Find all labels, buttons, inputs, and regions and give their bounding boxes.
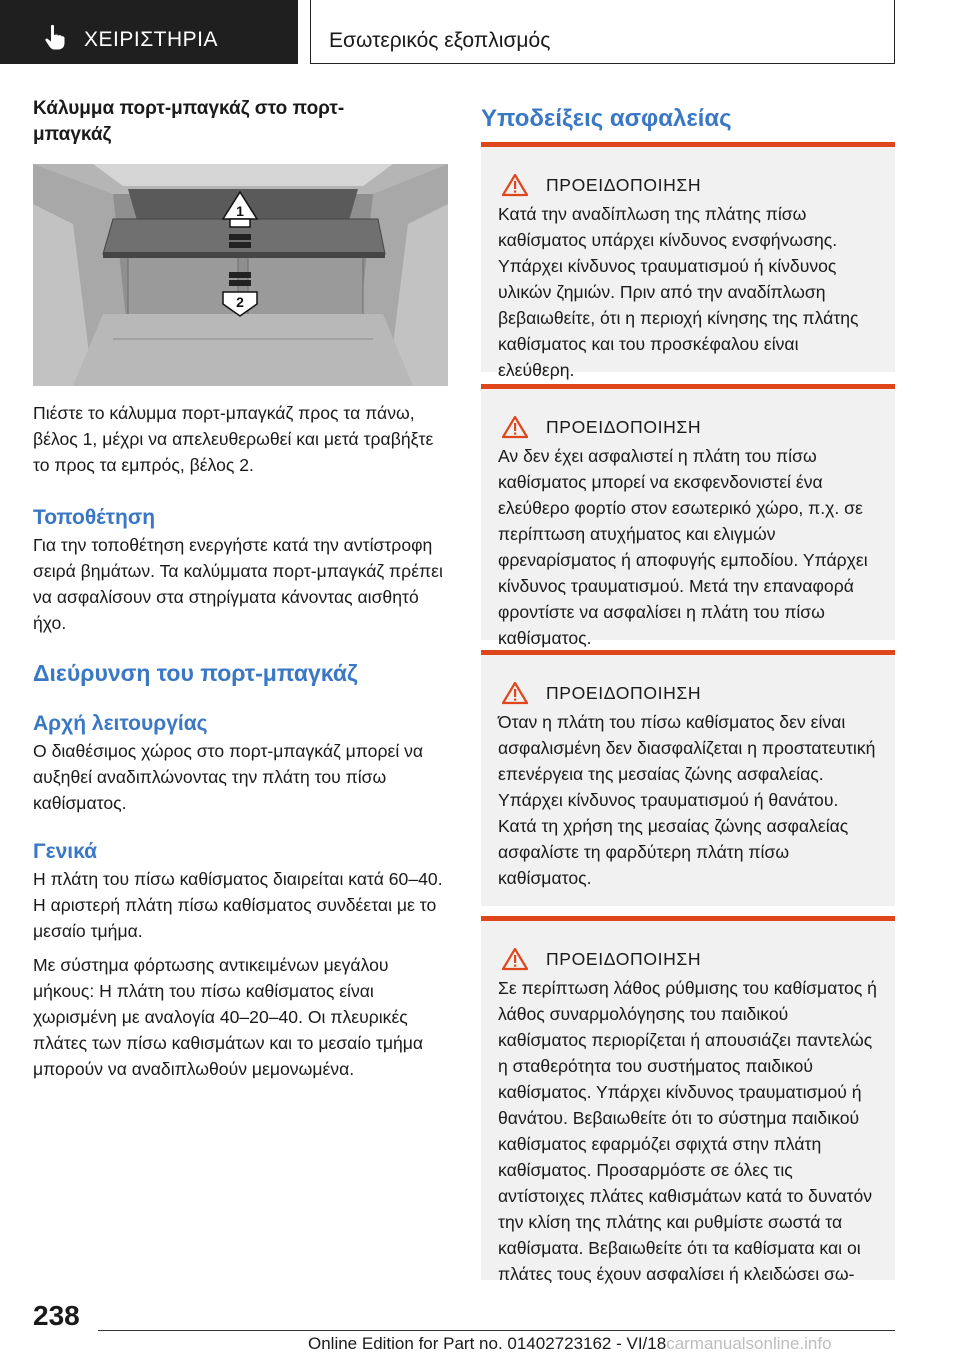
warning-triangle-icon	[502, 681, 528, 705]
hand-pointer-icon	[40, 22, 70, 52]
principle-heading: Αρχή λειτουργίας	[33, 712, 208, 735]
expand-trunk-heading: Διεύρυνση του πορτ-μπαγκάζ	[33, 660, 358, 686]
warning-label: ΠΡΟΕΙΔΟΠΟΙΗΣΗ	[546, 682, 702, 703]
section-tab	[310, 0, 895, 64]
warning-label: ΠΡΟΕΙΔΟΠΟΙΗΣΗ	[546, 416, 702, 437]
luggage-cover-text: Πιέστε το κάλυμμα πορτ-μπαγκάζ προς τα πάνω, βέλος 1, μέχρι να απελευθερωθεί και μετά τραβήξτε το προς τα εμπρός, βέλος 2.	[33, 403, 434, 475]
placement-text: Για την τοποθέτηση ενεργήστε κατά την αντίστροφη σειρά βημάτων. Τα καλύμματα πορτ-μπαγκάζ πρέπει να ασφαλίσουν στα στηρίγματα κάνοντας αισθητό ήχο.	[33, 535, 443, 633]
warning-text: Σε περίπτωση λάθος ρύθμισης του καθίσματος ή λάθος συναρμολόγησης του παιδικού καθίσματος περιορίζεται ή απουσιάζει παντελώς η σταθερότητα του συστήματος παιδικού καθίσματος. Υπάρχει κίνδυνος τραυματισμού ή θανάτου. Βεβαιωθείτε ότι το σύστημα παιδικού καθίσματος εφαρμόζει σφιχτά στην πλάτη καθίσματος. Προσαρμόστε σε όλες τις αντίστοιχες πλάτες καθισμάτων κατά το δυνατόν την κλίση της πλάτης και ρυθμίστε σωστά τα καθίσματα. Βεβαιωθείτε ότι τα καθίσματα και οι πλάτες τους έχουν ασφαλίσει ή κλειδώσει σω-	[498, 978, 877, 1284]
principle-text: Ο διαθέσιμος χώρος στο πορτ-μπαγκάζ μπορεί να αυξηθεί αναδιπλώνοντας την πλάτη του πίσω καθίσματος.	[33, 741, 424, 813]
warning-label: ΠΡΟΕΙΔΟΠΟΙΗΣΗ	[546, 948, 702, 969]
footer-edition	[308, 1334, 832, 1354]
warning-text: Αν δεν έχει ασφαλιστεί η πλάτη του πίσω καθίσματος μπορεί να εκσφενδονιστεί ένα ελεύθερο φορτίο στον εσωτερικό χώρο, π.χ. σε περίπτωση ατυχήματος και ελιγμών φρεναρίσματος ή αποφυγής εμποδίου. Υπάρχει κίνδυνος τραυματισμού. Μετά την επαναφορά φροντίστε να ασφαλίσει η πλάτη του πίσω καθίσματος.	[498, 446, 868, 648]
watermark: carmanualsonline.info	[666, 1334, 832, 1353]
luggage-cover-figure	[33, 164, 448, 386]
warning-text: Κατά την αναδίπλωση της πλάτης πίσω καθίσματος υπάρχει κίνδυνος ενσφήνωσης. Υπάρχει κίνδυνος τραυματισμού ή κίνδυνος υλικών ζημιών. Πριν από την αναδίπλωση βεβαιωθείτε, ότι η περιοχή κίνησης της πλάτης καθίσματος και του προσκέφαλου είναι ελεύθερη.	[498, 204, 859, 380]
edition-text: Online Edition for Part no. 01402723162 - VI/18	[308, 1334, 667, 1353]
warning-text: Όταν η πλάτη του πίσω καθίσματος δεν είναι ασφαλισμένη δεν διασφαλίζεται η προστατευτική επενέργεια της μεσαίας ζώνης ασφαλείας. Υπάρχει κίνδυνος τραυματισμού ή θανάτου. Κατά τη χρήση της μεσαίας ζώνης ασφαλείας ασφαλίστε τη φαρδύτερη πλάτη πίσω καθίσματος.	[498, 712, 876, 888]
manual-label: ΧΕΙΡΙΣΤΗΡΙΑ	[84, 28, 219, 51]
right-column	[481, 96, 895, 1284]
warning-label: ΠΡΟΕΙΔΟΠΟΙΗΣΗ	[546, 174, 702, 195]
left-column	[33, 96, 448, 1082]
page-number: 238	[33, 1300, 80, 1331]
warning-triangle-icon	[502, 415, 528, 439]
warning-box	[481, 650, 895, 906]
trunk-illustration	[33, 164, 448, 386]
header-bar	[0, 0, 298, 64]
footer-rule	[98, 1330, 895, 1331]
general-text-2: Με σύστημα φόρτωσης αντικειμένων μεγάλου μήκους: Η πλάτη του πίσω καθίσματος είναι χωρισμένη με αναλογία 40–20–40. Οι πλευρικές πλάτες των πίσω καθισμάτων και το μεσαίο τμήμα μπορούν να αναδιπλωθούν μεμονωμένα.	[33, 955, 424, 1079]
general-text-1: Η πλάτη του πίσω καθίσματος διαιρείται κατά 60–40. Η αριστερή πλάτη πίσω καθίσματος συνδέεται με το μεσαίο τμήμα.	[33, 869, 443, 941]
section-title: Εσωτερικός εξοπλισμός	[329, 29, 551, 52]
warning-box	[481, 142, 895, 380]
general-heading: Γενικά	[33, 840, 98, 863]
luggage-cover-title: Κάλυμμα πορτ-μπαγκάζ στο πορτ-μπαγκάζ	[33, 98, 345, 145]
warning-box	[481, 384, 895, 648]
placement-heading: Τοποθέτηση	[33, 506, 156, 529]
warning-box	[481, 916, 895, 1284]
arrow-label-1: 1	[236, 203, 244, 219]
safety-heading: Υποδείξεις ασφαλείας	[481, 105, 732, 132]
warning-triangle-icon	[502, 947, 528, 971]
warning-triangle-icon	[502, 173, 528, 197]
arrow-label-2: 2	[236, 294, 244, 310]
